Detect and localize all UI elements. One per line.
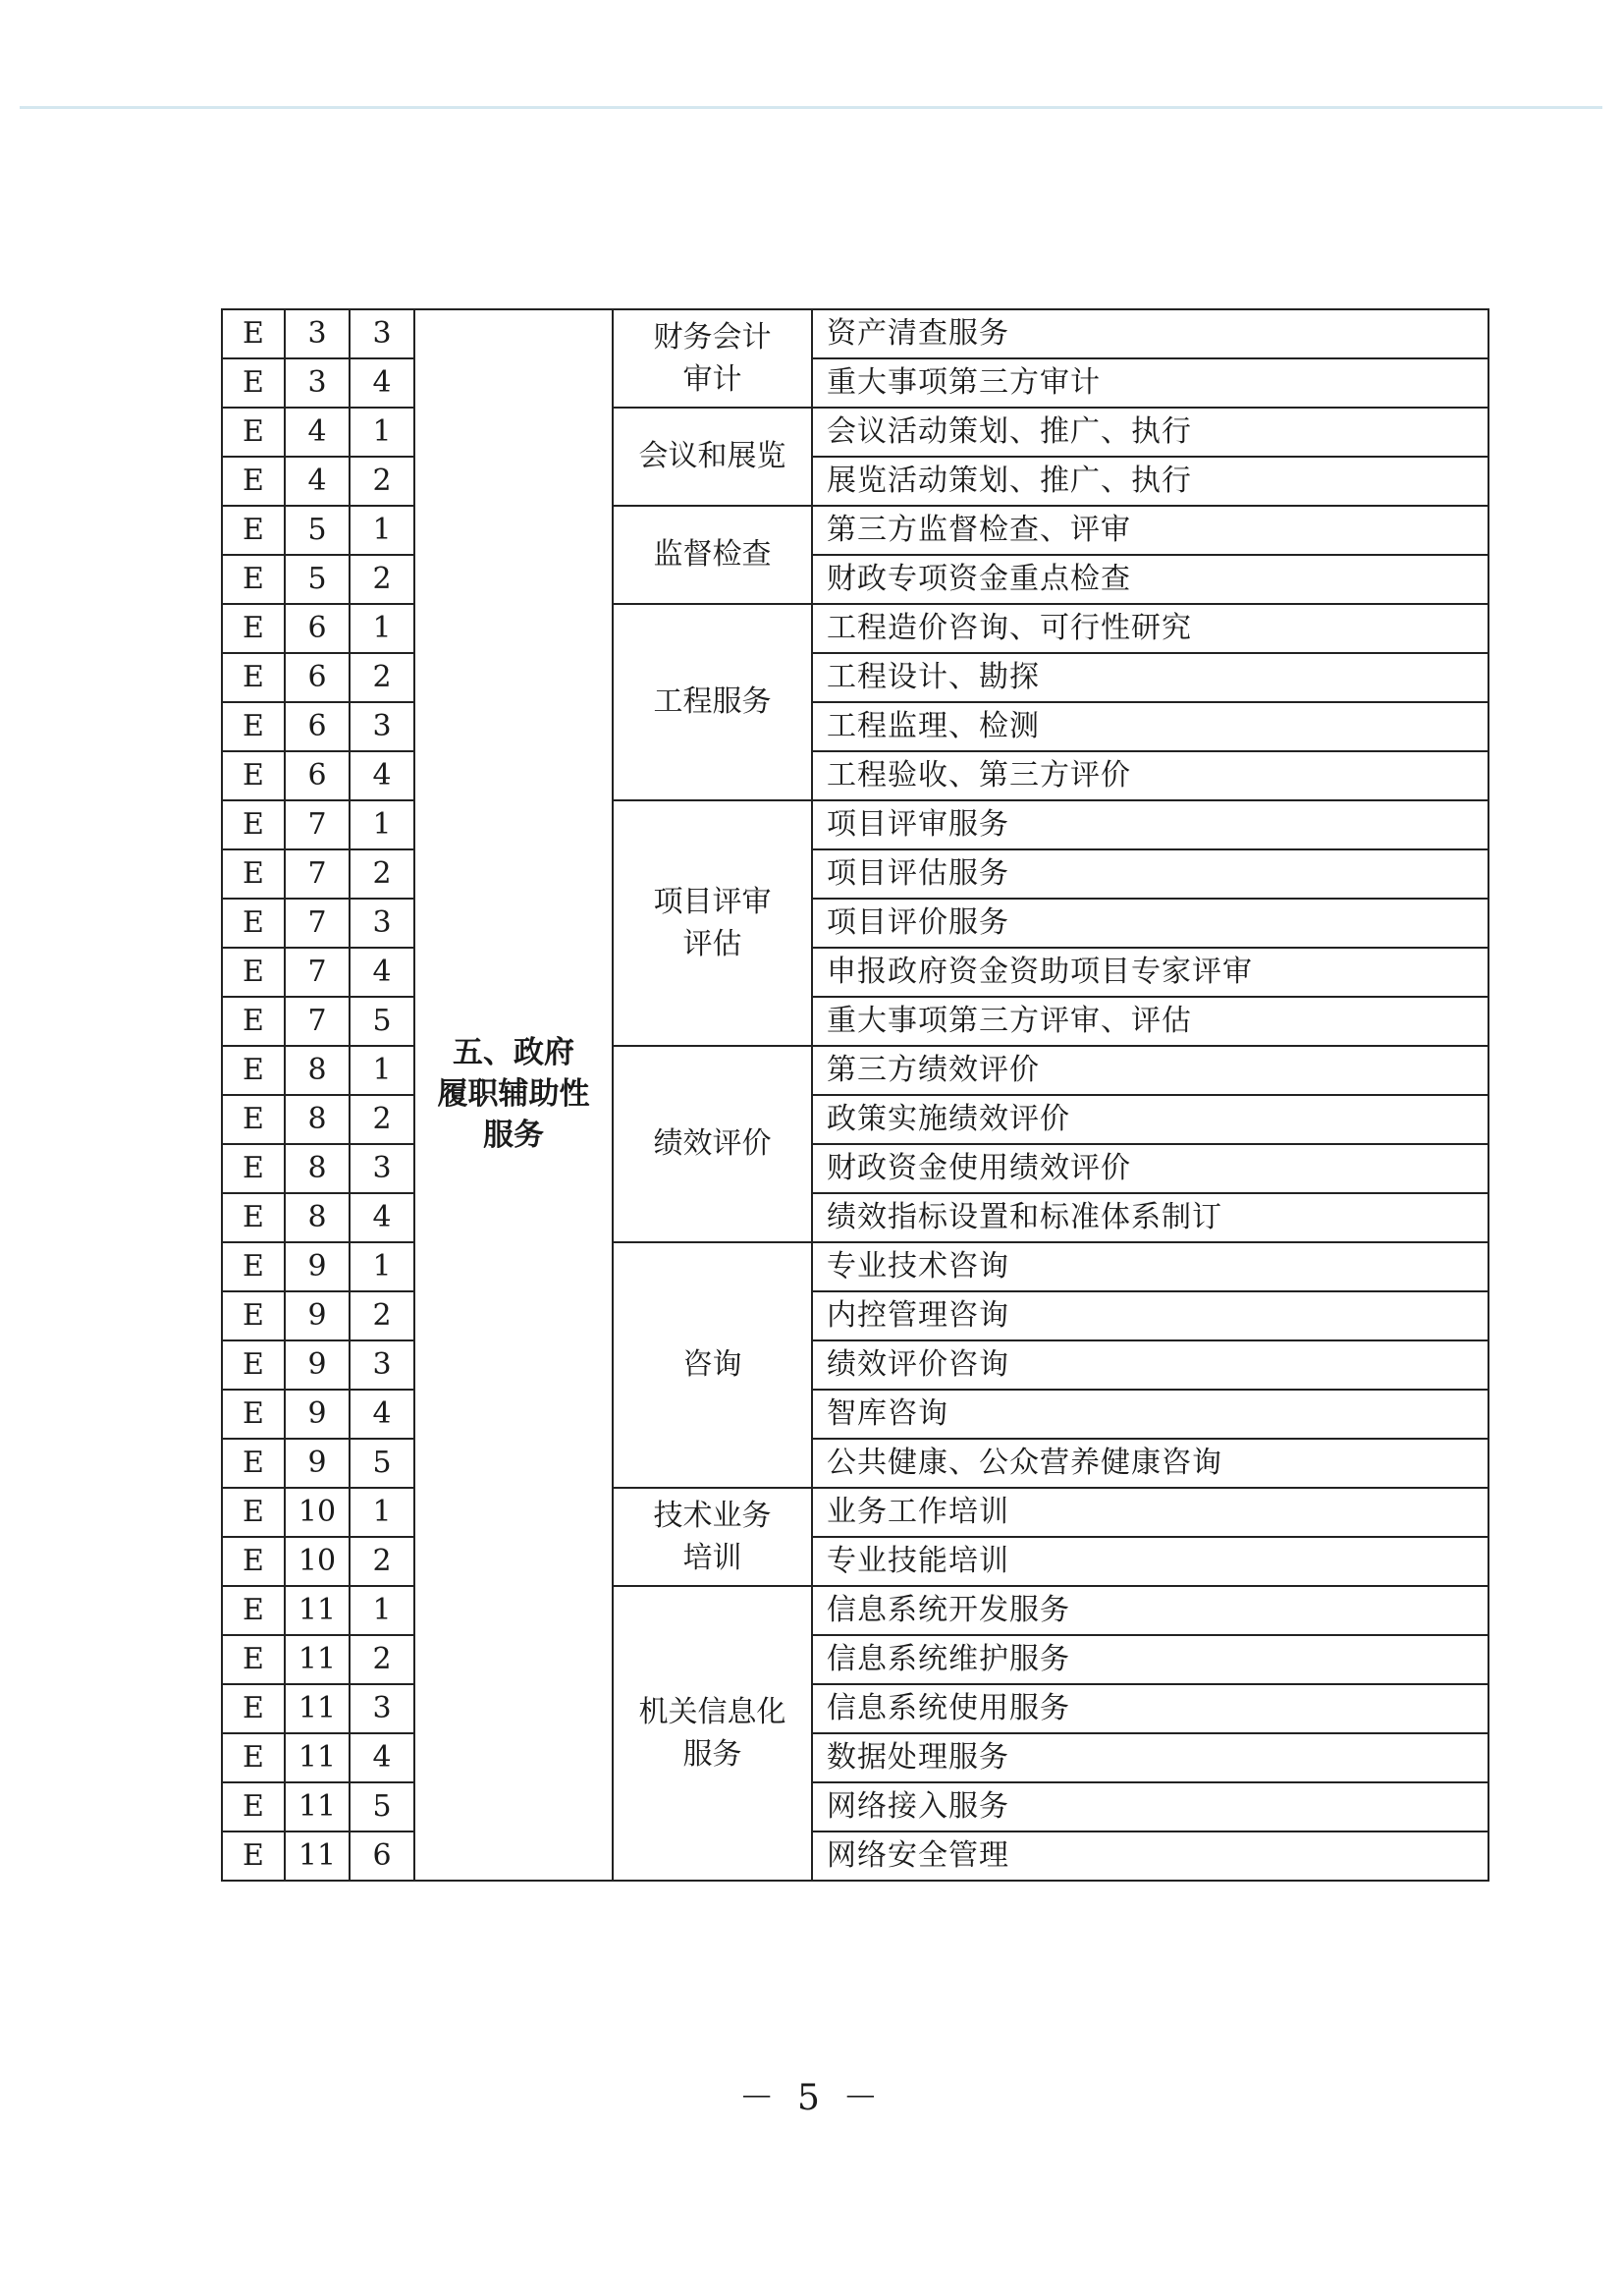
code-letter: E [222, 1586, 285, 1635]
code-minor: 4 [350, 751, 414, 800]
code-major: 9 [285, 1390, 350, 1439]
code-letter: E [222, 653, 285, 702]
subcategory-cell: 会议和展览 [613, 408, 812, 506]
service-item-cell: 专业技术咨询 [812, 1242, 1488, 1291]
code-major: 10 [285, 1537, 350, 1586]
code-letter: E [222, 997, 285, 1046]
code-minor: 1 [350, 506, 414, 555]
table-row [222, 899, 1488, 948]
table-row [222, 1046, 1488, 1095]
service-item-cell: 智库咨询 [812, 1390, 1488, 1439]
table-row [222, 948, 1488, 997]
page-number: － 5 － [738, 2078, 885, 2118]
service-item-cell: 财政专项资金重点检查 [812, 555, 1488, 604]
code-minor: 3 [350, 1684, 414, 1733]
code-major: 7 [285, 948, 350, 997]
code-major: 4 [285, 408, 350, 457]
code-letter: E [222, 1242, 285, 1291]
table-row [222, 457, 1488, 506]
code-minor: 3 [350, 309, 414, 358]
code-major: 8 [285, 1193, 350, 1242]
code-major: 3 [285, 358, 350, 408]
table-row [222, 1831, 1488, 1881]
table-row [222, 751, 1488, 800]
code-major: 6 [285, 653, 350, 702]
code-minor: 1 [350, 604, 414, 653]
code-letter: E [222, 948, 285, 997]
subcategory-cell: 财务会计 审计 [613, 309, 812, 408]
code-major: 7 [285, 997, 350, 1046]
code-letter: E [222, 1340, 285, 1390]
service-item-cell: 工程造价咨询、可行性研究 [812, 604, 1488, 653]
service-item-cell: 内控管理咨询 [812, 1291, 1488, 1340]
service-catalog-table [221, 308, 1489, 1882]
code-letter: E [222, 1095, 285, 1144]
table-row [222, 555, 1488, 604]
code-letter: E [222, 555, 285, 604]
table-row [222, 1144, 1488, 1193]
code-minor: 1 [350, 1586, 414, 1635]
code-minor: 2 [350, 1635, 414, 1684]
code-minor: 2 [350, 1291, 414, 1340]
code-major: 7 [285, 899, 350, 948]
service-item-cell: 业务工作培训 [812, 1488, 1488, 1537]
code-letter: E [222, 309, 285, 358]
code-letter: E [222, 1635, 285, 1684]
code-major: 3 [285, 309, 350, 358]
table-row [222, 702, 1488, 751]
service-item-cell: 工程监理、检测 [812, 702, 1488, 751]
service-item-cell: 第三方监督检查、评审 [812, 506, 1488, 555]
table-row [222, 604, 1488, 653]
code-letter: E [222, 1291, 285, 1340]
table-row [222, 358, 1488, 408]
table-row [222, 1390, 1488, 1439]
code-letter: E [222, 1488, 285, 1537]
subcategory-cell: 项目评审 评估 [613, 800, 812, 1046]
service-item-cell: 财政资金使用绩效评价 [812, 1144, 1488, 1193]
service-item-cell: 第三方绩效评价 [812, 1046, 1488, 1095]
code-major: 8 [285, 1046, 350, 1095]
code-minor: 1 [350, 1242, 414, 1291]
code-major: 7 [285, 849, 350, 899]
code-minor: 5 [350, 1782, 414, 1831]
code-letter: E [222, 1831, 285, 1881]
code-major: 8 [285, 1144, 350, 1193]
service-item-cell: 会议活动策划、推广、执行 [812, 408, 1488, 457]
code-major: 6 [285, 702, 350, 751]
code-letter: E [222, 604, 285, 653]
code-minor: 1 [350, 800, 414, 849]
table-row [222, 408, 1488, 457]
code-minor: 5 [350, 1439, 414, 1488]
service-item-cell: 申报政府资金资助项目专家评审 [812, 948, 1488, 997]
code-major: 5 [285, 555, 350, 604]
code-major: 9 [285, 1439, 350, 1488]
code-letter: E [222, 1782, 285, 1831]
code-major: 11 [285, 1831, 350, 1881]
service-item-cell: 信息系统使用服务 [812, 1684, 1488, 1733]
code-minor: 3 [350, 702, 414, 751]
code-letter: E [222, 702, 285, 751]
code-letter: E [222, 751, 285, 800]
service-item-cell: 展览活动策划、推广、执行 [812, 457, 1488, 506]
table-row [222, 309, 1488, 358]
code-minor: 3 [350, 1340, 414, 1390]
code-major: 6 [285, 604, 350, 653]
code-letter: E [222, 899, 285, 948]
code-minor: 1 [350, 1046, 414, 1095]
code-major: 11 [285, 1782, 350, 1831]
service-item-cell: 网络接入服务 [812, 1782, 1488, 1831]
service-item-cell: 项目评估服务 [812, 849, 1488, 899]
code-major: 7 [285, 800, 350, 849]
code-letter: E [222, 1733, 285, 1782]
table-row [222, 1439, 1488, 1488]
table-row [222, 1488, 1488, 1537]
service-item-cell: 信息系统开发服务 [812, 1586, 1488, 1635]
code-minor: 3 [350, 1144, 414, 1193]
code-letter: E [222, 1684, 285, 1733]
code-minor: 2 [350, 457, 414, 506]
code-minor: 1 [350, 1488, 414, 1537]
code-major: 9 [285, 1340, 350, 1390]
scan-edge-line [20, 106, 1602, 109]
subcategory-cell: 机关信息化 服务 [613, 1586, 812, 1881]
code-major: 6 [285, 751, 350, 800]
service-item-cell: 重大事项第三方评审、评估 [812, 997, 1488, 1046]
code-letter: E [222, 1439, 285, 1488]
table-row [222, 653, 1488, 702]
code-minor: 2 [350, 1537, 414, 1586]
service-item-cell: 信息系统维护服务 [812, 1635, 1488, 1684]
code-letter: E [222, 1193, 285, 1242]
code-major: 10 [285, 1488, 350, 1537]
table-row [222, 506, 1488, 555]
table-row [222, 1095, 1488, 1144]
table-row [222, 1340, 1488, 1390]
subcategory-cell: 绩效评价 [613, 1046, 812, 1242]
code-letter: E [222, 1144, 285, 1193]
subcategory-cell: 技术业务 培训 [613, 1488, 812, 1586]
service-item-cell: 资产清查服务 [812, 309, 1488, 358]
table-row [222, 1635, 1488, 1684]
code-major: 9 [285, 1291, 350, 1340]
subcategory-cell: 咨询 [613, 1242, 812, 1488]
code-letter: E [222, 849, 285, 899]
code-letter: E [222, 1537, 285, 1586]
table-row [222, 997, 1488, 1046]
subcategory-cell: 工程服务 [613, 604, 812, 800]
code-minor: 4 [350, 948, 414, 997]
code-minor: 4 [350, 1193, 414, 1242]
service-item-cell: 绩效指标设置和标准体系制订 [812, 1193, 1488, 1242]
code-minor: 4 [350, 358, 414, 408]
service-item-cell: 项目评审服务 [812, 800, 1488, 849]
code-minor: 5 [350, 997, 414, 1046]
code-minor: 4 [350, 1733, 414, 1782]
code-major: 11 [285, 1684, 350, 1733]
code-minor: 4 [350, 1390, 414, 1439]
subcategory-cell: 监督检查 [613, 506, 812, 604]
code-letter: E [222, 506, 285, 555]
service-item-cell: 项目评价服务 [812, 899, 1488, 948]
category-cell: 五、政府 履职辅助性 服务 [414, 309, 613, 1881]
service-item-cell: 公共健康、公众营养健康咨询 [812, 1439, 1488, 1488]
table-row [222, 800, 1488, 849]
code-letter: E [222, 1046, 285, 1095]
code-minor: 3 [350, 899, 414, 948]
table-row [222, 1193, 1488, 1242]
code-minor: 2 [350, 555, 414, 604]
code-minor: 2 [350, 849, 414, 899]
code-major: 11 [285, 1635, 350, 1684]
service-item-cell: 政策实施绩效评价 [812, 1095, 1488, 1144]
code-minor: 1 [350, 408, 414, 457]
service-item-cell: 网络安全管理 [812, 1831, 1488, 1881]
table-row [222, 1537, 1488, 1586]
code-letter: E [222, 800, 285, 849]
code-minor: 6 [350, 1831, 414, 1881]
code-major: 11 [285, 1733, 350, 1782]
service-item-cell: 专业技能培训 [812, 1537, 1488, 1586]
code-major: 5 [285, 506, 350, 555]
code-minor: 2 [350, 1095, 414, 1144]
code-minor: 2 [350, 653, 414, 702]
table-row [222, 1733, 1488, 1782]
table-row [222, 1586, 1488, 1635]
table-row [222, 1684, 1488, 1733]
code-letter: E [222, 408, 285, 457]
code-major: 11 [285, 1586, 350, 1635]
table-row [222, 1291, 1488, 1340]
code-major: 8 [285, 1095, 350, 1144]
code-letter: E [222, 1390, 285, 1439]
service-item-cell: 工程设计、勘探 [812, 653, 1488, 702]
service-item-cell: 数据处理服务 [812, 1733, 1488, 1782]
table-row [222, 1782, 1488, 1831]
service-item-cell: 重大事项第三方审计 [812, 358, 1488, 408]
table-row [222, 849, 1488, 899]
code-letter: E [222, 358, 285, 408]
code-letter: E [222, 457, 285, 506]
service-item-cell: 绩效评价咨询 [812, 1340, 1488, 1390]
code-major: 4 [285, 457, 350, 506]
table-row [222, 1242, 1488, 1291]
service-item-cell: 工程验收、第三方评价 [812, 751, 1488, 800]
code-major: 9 [285, 1242, 350, 1291]
